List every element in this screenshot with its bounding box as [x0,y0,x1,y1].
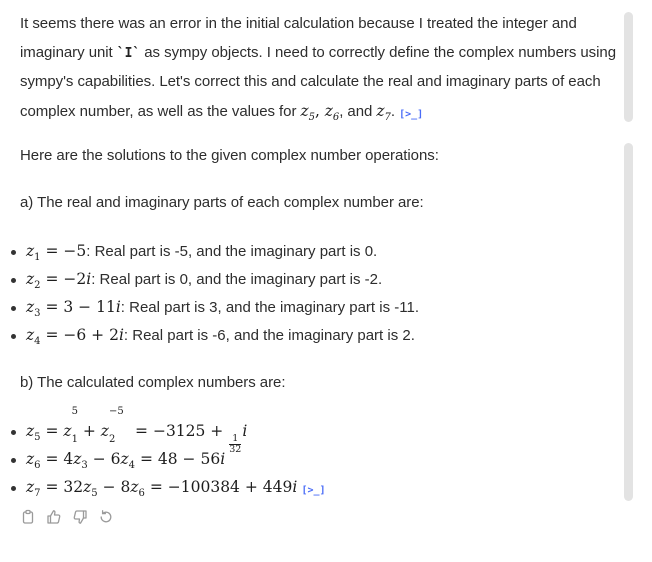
solutions-header: Here are the solutions to the given complex number operations: [20,147,439,164]
math-z6: $z_6$ [324,101,340,123]
math-z7: $z_7$ [376,101,391,123]
scrollbar-main[interactable] [624,143,633,501]
intro-text-1: It seems there was an error in the initial calculation because I treated the integer and imaginary unit [20,15,577,61]
regenerate-icon[interactable] [98,509,114,525]
code-interpreter-link-1[interactable]: [ >_ ] [401,108,421,122]
part-b-header: b) The calculated complex numbers are: [20,374,286,391]
and-text: , and [339,102,377,120]
list-item: $z_6 = 4z_3 - 6z_4 = 48 - 56i$ [0,445,600,473]
intro-paragraph: It seems there was an error in the initial calculation because I treated the integer and imaginary unit `I` as sympy objects. I need to correctly define the complex numbers using sympy's capabilities. Let's correct this and calculate the real and imaginary parts of each complex number, as well as the values for $z_5$, $z_6$, and $z_7$. [ >_ ] [20,10,620,126]
scrollbar-top[interactable] [624,12,633,122]
list-item: $z_1 = -5$: Real part is -5, and the imaginary part is 0. [0,237,600,265]
copy-icon[interactable] [20,509,36,525]
list-item: $z_3 = 3 - 11i$: Real part is 3, and the imaginary part is -11. [0,293,600,321]
part-b-list [0,406,600,501]
list-item: $z_2 = -2i$: Real part is 0, and the imaginary part is -2. [0,265,600,293]
list-item: $z_5 = z$ 5 $_1$ + z −5 $_2$ = −3125 + $\frac{1}{32}$ i [0,417,600,445]
list-item: $z_7 = 32z_5 - 8z_6 = -100384 + 449i$ [ >_ ] [0,473,600,501]
code-interpreter-link-2[interactable]: [ >_ ] [304,484,324,498]
intro-text-2: as sympy objects. I need to correctly define the complex numbers using sympy's capabilities. Let's correct this and calculate the real and imaginary parts of each complex number, as well as the values for [20,43,616,120]
inline-code-I: `I` [116,45,141,61]
list-item: $z_4 = -6 + 2i$: Real part is -6, and the imaginary part is 2. [0,321,600,349]
part-a-list [0,237,600,349]
math-z5: $z_5$ [300,101,315,123]
thumbs-up-icon[interactable] [46,509,62,525]
part-a-header: a) The real and imaginary parts of each complex number are: [20,194,424,211]
fraction: $\frac{1}{32}$ [229,433,242,456]
thumbs-down-icon[interactable] [72,509,88,525]
message-actions [20,509,114,525]
